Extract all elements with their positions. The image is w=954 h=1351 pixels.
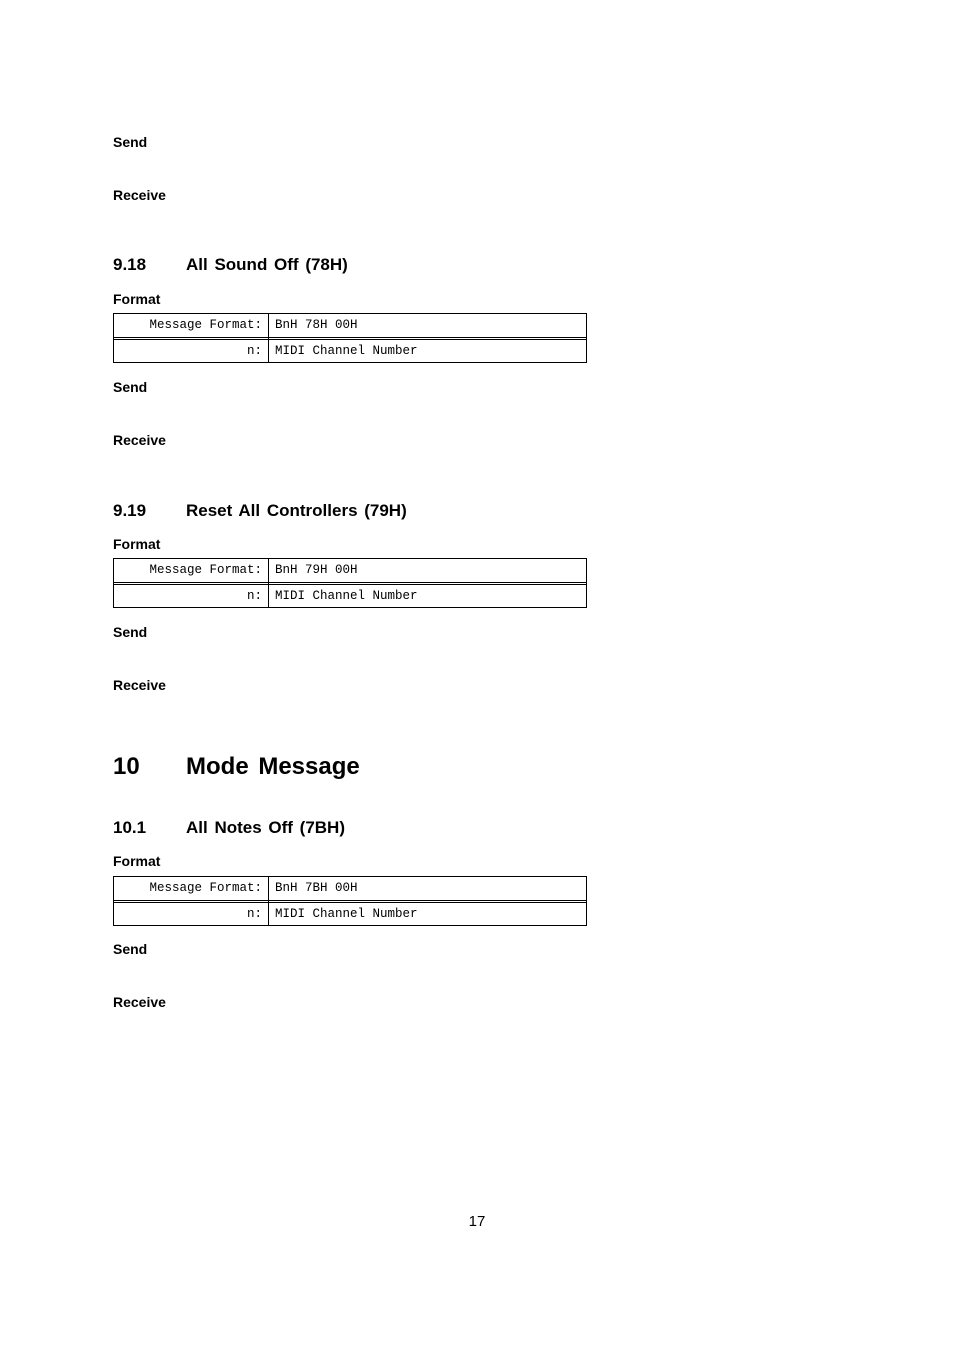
- section-title-all-notes-off: All Notes Off (7BH): [186, 818, 345, 837]
- receive-heading-9-19: Receive: [113, 677, 166, 693]
- table-row: [114, 877, 586, 899]
- format-heading-9-19: Format: [113, 536, 161, 552]
- table-row: [114, 559, 586, 581]
- table-row: [114, 340, 586, 362]
- message-format-key: Message Format:: [149, 881, 262, 895]
- table-rule: [114, 900, 586, 901]
- message-format-key: Message Format:: [149, 563, 262, 577]
- format-heading-9-18: Format: [113, 291, 161, 307]
- section-title-all-sound-off: All Sound Off (78H): [186, 255, 348, 274]
- n-key: n:: [246, 344, 262, 358]
- receive-heading-9-18: Receive: [113, 432, 166, 448]
- table-rule: [114, 582, 586, 583]
- message-format-value: BnH 78H 00H: [275, 318, 358, 332]
- format-table-10-1: [113, 876, 587, 926]
- page-number: 17: [468, 1213, 486, 1230]
- n-key: n:: [246, 589, 262, 603]
- n-value: MIDI Channel Number: [275, 907, 418, 921]
- receive-heading-prev: Receive: [113, 187, 166, 203]
- table-row: [114, 585, 586, 607]
- message-format-key: Message Format:: [149, 318, 262, 332]
- message-format-value: BnH 7BH 00H: [275, 881, 358, 895]
- table-row: [114, 314, 586, 336]
- format-table-9-19: [113, 558, 587, 608]
- table-row: [114, 903, 586, 925]
- section-title-reset-all-controllers: Reset All Controllers (79H): [186, 501, 407, 520]
- n-key: n:: [246, 907, 262, 921]
- chapter-number-10: 10: [113, 753, 140, 780]
- send-heading-9-18: Send: [113, 379, 148, 395]
- section-number-10-1: 10.1: [113, 818, 147, 837]
- format-heading-10-1: Format: [113, 853, 161, 869]
- send-heading-prev: Send: [113, 134, 148, 150]
- message-format-value: BnH 79H 00H: [275, 563, 358, 577]
- n-value: MIDI Channel Number: [275, 344, 418, 358]
- receive-heading-10-1: Receive: [113, 994, 166, 1010]
- section-number-9-19: 9.19: [113, 501, 147, 520]
- n-value: MIDI Channel Number: [275, 589, 418, 603]
- table-rule: [114, 337, 586, 338]
- section-number-9-18: 9.18: [113, 255, 147, 274]
- format-table-9-18: [113, 313, 587, 363]
- send-heading-10-1: Send: [113, 941, 148, 957]
- chapter-title-mode-message: Mode Message: [186, 753, 360, 780]
- send-heading-9-19: Send: [113, 624, 148, 640]
